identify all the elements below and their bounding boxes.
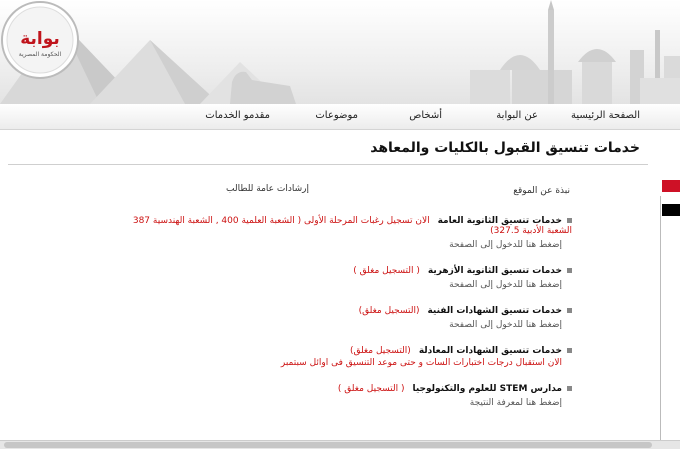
service-status-note: الان تسجيل رغبات المرحلة الأولى ( الشعبة العلمية 400 , الشعبة الهندسية 387 الشعبة الأدبية 327.5) bbox=[132, 216, 572, 236]
header-banner bbox=[0, 0, 680, 104]
service-item-general-secondary bbox=[112, 216, 572, 250]
bullet-icon bbox=[567, 218, 572, 223]
service-item-equivalent-certificates bbox=[281, 346, 572, 368]
service-status-note: ( التسجيل مغلق ) bbox=[337, 384, 405, 394]
skyline-illustration bbox=[0, 0, 680, 104]
nav-about-portal[interactable]: عن البوابة bbox=[496, 110, 538, 121]
service-page-link[interactable]: إضغط هنا للدخول إلى الصفحة bbox=[449, 240, 562, 250]
bullet-icon bbox=[567, 308, 572, 313]
nav-service-providers[interactable]: مقدمو الخدمات bbox=[205, 110, 270, 121]
svg-text:الحكومة المصرية: الحكومة المصرية bbox=[18, 51, 62, 58]
page-fold-line bbox=[660, 196, 661, 440]
service-page-link[interactable]: إضغط هنا للدخول إلى الصفحة bbox=[449, 280, 562, 290]
nav-home[interactable]: الصفحة الرئيسية bbox=[571, 110, 640, 121]
scrollbar-thumb[interactable] bbox=[4, 442, 652, 448]
service-name[interactable]: خدمات تنسيق الشهادات الفنية bbox=[427, 306, 562, 316]
main-navigation bbox=[0, 104, 680, 130]
service-result-link[interactable]: إضغط هنا لمعرفة النتيجة bbox=[469, 398, 562, 408]
service-extra-note: الان استقبال درجات اختبارات السات و حتى موعد التنسيق فى اوائل سبتمبر bbox=[280, 358, 562, 368]
egypt-flag bbox=[662, 180, 680, 216]
horizontal-scrollbar[interactable] bbox=[0, 440, 680, 449]
student-guidance-link[interactable]: إرشادات عامة للطالب bbox=[226, 184, 310, 194]
service-item-azhar-secondary bbox=[353, 266, 572, 290]
service-name[interactable]: مدارس STEM للعلوم والتكنولوجيا bbox=[412, 384, 562, 394]
portal-logo[interactable] bbox=[0, 0, 80, 80]
service-name[interactable]: خدمات تنسيق الثانوية الأزهرية bbox=[427, 266, 562, 276]
service-status-note: (التسجيل مغلق) bbox=[358, 306, 420, 316]
about-site-link[interactable]: نبذة عن الموقع bbox=[513, 186, 570, 196]
service-page-link[interactable]: إضغط هنا للدخول إلى الصفحة bbox=[449, 320, 562, 330]
bullet-icon bbox=[567, 386, 572, 391]
bullet-icon bbox=[567, 268, 572, 273]
service-name[interactable]: خدمات تنسيق الشهادات المعادلة bbox=[418, 346, 562, 356]
service-item-technical-certificates bbox=[359, 306, 572, 330]
nav-persons[interactable]: أشخاص bbox=[409, 110, 442, 121]
service-status-note: (التسجيل مغلق) bbox=[349, 346, 411, 356]
title-divider bbox=[8, 164, 648, 165]
service-name[interactable]: خدمات تنسيق الثانوية العامة bbox=[437, 216, 562, 226]
service-item-stem-schools bbox=[338, 384, 572, 408]
bullet-icon bbox=[567, 348, 572, 353]
page-title: خدمات تنسيق القبول بالكليات والمعاهد bbox=[370, 140, 640, 156]
service-status-note: ( التسجيل مغلق ) bbox=[353, 266, 420, 276]
nav-topics[interactable]: موضوعات bbox=[315, 110, 358, 121]
svg-text:بوابة: بوابة bbox=[20, 29, 60, 49]
